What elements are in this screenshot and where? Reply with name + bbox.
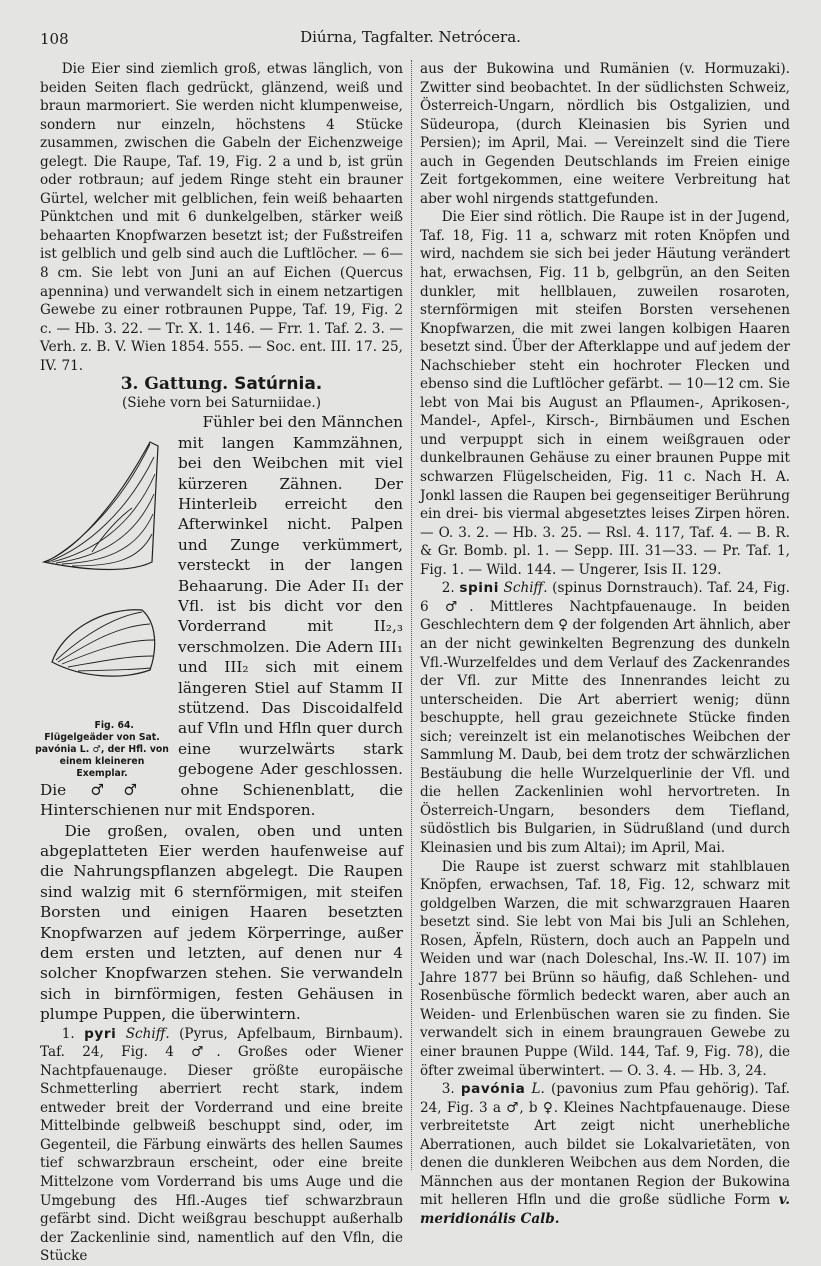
page-number: 108 bbox=[40, 30, 69, 48]
variety-name: v. meridionális Calb. bbox=[420, 1192, 790, 1227]
species-description: (Pyrus, Apfelbaum, Birnbaum). Taf. 24, Fig. 4 ♂. Großes oder Wiener Nachtpfauenauge. Dieser größte europäische Schmetterling aberriert recht stark, indem entweder breit der Vorderrand und eine breite Mittelbinde gelbweiß beschuppt sind, oder, im Gegenteil, die Färbung einwärts des hellen Saumes tief schwarzbraun erscheint, oder eine breite Mittelzone vom Vorderrand bis ums Auge und die Umgebung des Hfl.-Auges tief schwarzbraun gefärbt sind. Dicht weißgrau beschuppt außerhalb der Zackenlinie sind, namentlich auf den Vfln, die Stücke bbox=[40, 1025, 404, 1265]
paragraph-genus-description bbox=[35, 412, 403, 820]
species-author: Schiff. bbox=[503, 580, 548, 597]
right-column bbox=[420, 60, 790, 1228]
running-title: Diúrna, Tagfalter. Netrócera. bbox=[300, 28, 521, 46]
genus-description-text: Fühler bei den Männchen mit langen Kammzähnen, bei den Weibchen mit viel kürzeren Zähnen. Der Hinterleib erreicht den Afterwinkel nicht. Palpen und Zunge verkümmert, versteckt in der langen Behaarung. Die Ader II₁ der Vfl. ist bis dicht vor den Vorderrand mit II₂,₃ verschmolzen. Die Adern III₁ und III₂ sich mit einem längeren Stiel auf Stamm II stützend. Das Discoidalfeld auf Vfln und Hfln quer durch eine wurzelwärts stark gebogene Ader geschlossen. Die ♂♂ ohne Schienenblatt, die Hinterschienen nur mit Endsporen. bbox=[40, 413, 403, 820]
species-name: pavónia bbox=[460, 1081, 526, 1098]
wing-venation-drawing bbox=[32, 412, 172, 712]
species-number: 1. bbox=[61, 1025, 75, 1042]
paragraph-eggs: Die Eier sind ziemlich groß, etwas länglich, von beiden Seiten flach gedrückt, glänzend, weiß und braun marmoriert. Sie werden nicht klumpenweise, sondern nur einzeln, höchstens 4 Stücke zusammen, zwischen die Gabeln der Eichenzweige gelegt. Die Raupe, Taf. 19, Fig. 2 a und b, ist grün oder rotbraun; auf jedem Ringe steht ein brauner Gürtel, welcher mit gelblichen, fein weiß behaarten Pünktchen und mit 6 dunkelgelben, stärker weiß behaarten Knopfwarzen besetzt ist; der Fußstreifen ist gelblich und gelb sind auch die Luftlöcher. — 6—8 cm. Sie lebt von Juni an auf Eichen (Quercus apennina) und verwandelt sich in einem netzartigen Gewebe zu einer rotbraunen Puppe, Taf. 19, Fig. 2 c. — Hb. 3. 22. — Tr. X. 1. 146. — Frr. 1. Taf. 2. 3. — Verh. z. B. V. Wien 1854. 555. — Soc. ent. III. 17. 25, IV. 71. bbox=[40, 61, 403, 374]
species-entry-pavonia bbox=[420, 1080, 790, 1228]
species-number: 2. bbox=[441, 580, 455, 597]
species-description: (spinus Dornstrauch). Taf. 24, Fig. 6 ♂. Mittleres Nachtpfauenauge. In beiden Geschlechtern dem ♀ der folgenden Art ähnlich, aber an der nicht gewinkelten Begrenzung des dunkeln Vfl.-Wurzelfeldes und dem Verlauf des Zackenrandes der Vfl. zur Mitte des Innenrandes leicht zu unterscheiden. Die Art aberriert wenig; dünn beschuppte, hell grau gezeichnete Stücke finden sich; vereinzelt ist ein melanotisches Weibchen der Sammlung M. Daub, bei dem trotz der schwärzlichen Bestäubung die helle Wurzelquerlinie der Vfl. und die hellen Zackenlinien wohl hervortreten. In Österreich-Ungarn, besonders dem Tiefland, südöstlich bis Bulgarien, in Südrußland (und durch Kleinasien und bis zum Altai); im April, Mai. bbox=[420, 580, 790, 856]
genus-name: Satúrnia. bbox=[234, 374, 323, 395]
column-divider bbox=[411, 60, 412, 1170]
genus-reference: (Siehe vorn bei Saturniidae.) bbox=[121, 394, 322, 411]
genus-heading bbox=[40, 375, 403, 394]
species-author: L. bbox=[531, 1081, 545, 1098]
species-description: (pavonius zum Pfau gehörig). Taf. 24, Fig. 3 a ♂, b ♀. Kleines Nachtpfauenauge. Diese verbreitetste Art zeigt nicht unerhebliche Aberrationen, auch bildet sie Lokalvarietäten, von denen die dunkleren Weibchen aus dem Norden, die Männchen aus der montanen Region der Bukowina mit helleren Hfln und die große südliche Form bbox=[420, 1081, 790, 1209]
figure-wing-venation bbox=[32, 412, 172, 780]
species-author: Schiff. bbox=[125, 1025, 170, 1042]
species-name: spini bbox=[459, 580, 499, 597]
species-entry-pyri bbox=[40, 1025, 403, 1266]
species-number: 3. bbox=[441, 1081, 455, 1098]
paragraph-caterpillars: Die großen, ovalen, oben und unten abgeplatteten Eier werden haufenweise auf die Nahrungspflanzen abgelegt. Die Raupen sind walzig mit 6 sternförmigen, mit steifen Borsten und einigen Haaren besetzten Knopfwarzen auf jedem Körperringe, außer dem ersten und letzten, auf denen nur 4 solcher Knopfwarzen stehen. Sie verwandeln sich in birnförmigen, festen Gehäusen in plumpe Puppen, die überwintern. bbox=[40, 821, 403, 1024]
genus-number: 3. Gattung. bbox=[120, 374, 229, 395]
species-name: pyri bbox=[84, 1025, 117, 1042]
figure-caption: Fig. 64. Flügelgeäder von Sat. pavónia L. ♂, der Hfl. von einem kleineren Exemplar. bbox=[35, 720, 169, 780]
paragraph-larva: Die Eier sind rötlich. Die Raupe ist in der Jugend, Taf. 18, Fig. 11 a, schwarz mit roten Knöpfen und wird, nachdem sie sich bei jeder Häutung verändert hat, erwachsen, Fig. 11 b, gelbgrün, an den Seiten dunkler, mit hellblauen, zuweilen rosaroten, sternförmigen mit steifen Borsten versehenen Knopfwarzen, die mit zwei langen kolbigen Haaren besetzt sind. Über der Afterklappe und auf jedem der Nachschieber steht ein hochroter Flecken und ebenso sind die Luftlöcher gefärbt. — 10—12 cm. Sie lebt von Mai bis August an Pflaumen-, Aprikosen-, Mandel-, Apfel-, Kirsch-, Birnbäumen und Eschen und verpuppt sich in einem weißgrauen oder dunkelbraunen Gehäuse zu einer braunen Puppe mit schwarzen Flügelscheiden, Fig. 11 c. Nach H. A. Jonkl lassen die Raupen bei gegenseitiger Berührung ein drei- bis viermal abgesetztes leises Zirpen hören. — O. 3. 2. — Hb. 3. 25. — Rsl. 4. 117, Taf. 4. — B. R. & Gr. Bomb. pl. 1. — Sepp. III. 31—33. — Pr. Taf. 1, Fig. 1. — Wild. 144. — Ungerer, Isis II. 129. bbox=[420, 209, 790, 578]
left-column bbox=[35, 60, 404, 1266]
species-entry-spini bbox=[420, 579, 790, 857]
paragraph-spini-larva: Die Raupe ist zuerst schwarz mit stahlblauen Knöpfen, erwachsen, Taf. 18, Fig. 12, schwarz mit goldgelben Warzen, die mit schwarzgrauen Haaren besetzt sind. Sie lebt von Mai bis Juli an Schlehen, Rosen, Äpfeln, Rüstern, doch auch an Pappeln und Weiden und war (nach Doleschal, Ins.-W. II. 107) im Jahre 1877 bei Brünn so häufig, daß Schlehen- und Rosenbüsche förmlich bedeckt waren, aber auch an Weiden- und Erlenbüschen waren sie zu finden. Sie verwandelt sich in einem braungrauen Gewebe zu einer braunen Puppe (Wild. 144, Taf. 9, Fig. 78), die öfter zweimal überwintert. — O. 3. 4. — Hb. 3, 24. bbox=[420, 858, 790, 1079]
figure-block bbox=[35, 412, 403, 820]
page-header bbox=[40, 28, 781, 52]
paragraph-distribution: aus der Bukowina und Rumänien (v. Hormuzaki). Zwitter sind beobachtet. In der südlichsten Schweiz, Österreich-Ungarn, nördlich bis Ostgalizien, und Südeuropa, (durch Kleinasien bis Syrien und Persien); im April, Mai. — Vereinzelt sind die Tiere auch in Gegenden Deutschlands im Freien einige Zeit fortgekommen, eine weitere Verbreitung hat aber wohl nirgends stattgefunden. bbox=[420, 61, 790, 207]
